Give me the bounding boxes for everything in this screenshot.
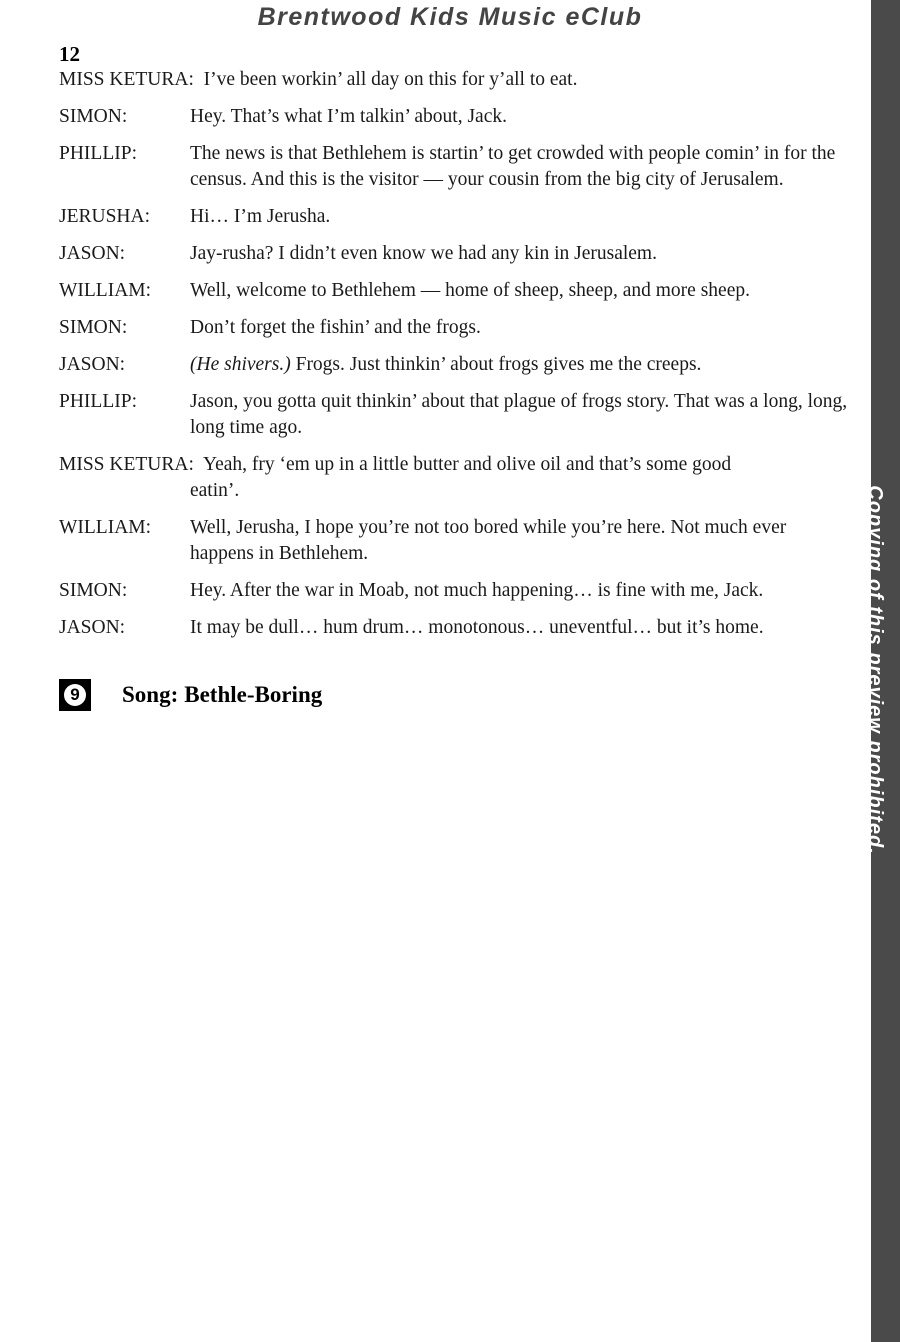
speaker-name: WILLIAM: <box>59 280 152 301</box>
speaker-name: SIMON: <box>59 580 128 601</box>
dialogue-line <box>59 141 849 193</box>
dialogue-line <box>59 615 849 641</box>
speaker-name: MISS KETURA: <box>59 454 194 475</box>
stage-direction: (He shivers.) <box>190 354 291 375</box>
speaker-name: PHILLIP: <box>59 391 137 412</box>
dialogue-text: The news is that Bethlehem is startin’ to get crowded with people comin’ in for the census. And this is the visitor — your cousin from the big city of Jerusalem. <box>190 143 836 190</box>
dialogue-text: Hey. That’s what I’m talkin’ about, Jack. <box>190 106 507 127</box>
dialogue-text: Don’t forget the fishin’ and the frogs. <box>190 317 481 338</box>
header-title: Brentwood Kids Music eClub <box>257 3 643 31</box>
song-label: Song: <box>122 682 179 707</box>
dialogue-text: Well, welcome to Bethlehem — home of sheep, sheep, and more sheep. <box>190 280 750 301</box>
song-cue <box>59 679 322 711</box>
dialogue-line <box>59 241 849 267</box>
dialogue-line <box>59 104 849 130</box>
dialogue-line <box>59 389 849 441</box>
dialogue-text: Jay-rusha? I didn’t even know we had any kin in Jerusalem. <box>190 243 657 264</box>
track-number: 9 <box>64 684 86 706</box>
dialogue-text: Well, Jerusha, I hope you’re not too bored while you’re here. Not much ever happens in Bethlehem. <box>190 517 787 564</box>
dialogue-line <box>59 578 849 604</box>
dialogue-text-continued: eatin’. <box>190 480 240 501</box>
dialogue-text: Frogs. Just thinkin’ about frogs gives me the creeps. <box>295 354 702 375</box>
script-body <box>59 67 849 652</box>
speaker-name: WILLIAM: <box>59 517 152 538</box>
dialogue-text: I’ve been workin’ all day on this for y’all to eat. <box>203 69 578 90</box>
track-number-icon <box>59 679 91 711</box>
speaker-name: SIMON: <box>59 106 128 127</box>
dialogue-text: Hey. After the war in Moab, not much happening… is fine with me, Jack. <box>190 580 764 601</box>
speaker-name: JERUSHA: <box>59 206 151 227</box>
speaker-name: JASON: <box>59 354 126 375</box>
dialogue-line <box>59 278 849 304</box>
speaker-name: JASON: <box>59 617 126 638</box>
dialogue-line <box>59 315 849 341</box>
speaker-name: MISS KETURA: <box>59 69 194 90</box>
song-title: Bethle-Boring <box>184 682 323 707</box>
page-number: 12 <box>59 42 80 66</box>
speaker-name: JASON: <box>59 243 126 264</box>
dialogue-line <box>59 515 849 567</box>
dialogue-line <box>59 204 849 230</box>
dialogue-line <box>59 452 849 504</box>
dialogue-text: Hi… I’m Jerusha. <box>190 206 331 227</box>
speaker-name: SIMON: <box>59 317 128 338</box>
dialogue-text: Yeah, fry ‘em up in a little butter and olive oil and that’s some good <box>202 454 732 475</box>
speaker-name: PHILLIP: <box>59 143 137 164</box>
dialogue-text: Jason, you gotta quit thinkin’ about that plague of frogs story. That was a long, long, long time ago. <box>190 391 848 438</box>
dialogue-line <box>59 352 849 378</box>
dialogue-text: It may be dull… hum drum… monotonous… uneventful… but it’s home. <box>190 617 764 638</box>
watermark-text: Copying of this preview prohibited. <box>864 485 886 855</box>
dialogue-line <box>59 67 849 93</box>
